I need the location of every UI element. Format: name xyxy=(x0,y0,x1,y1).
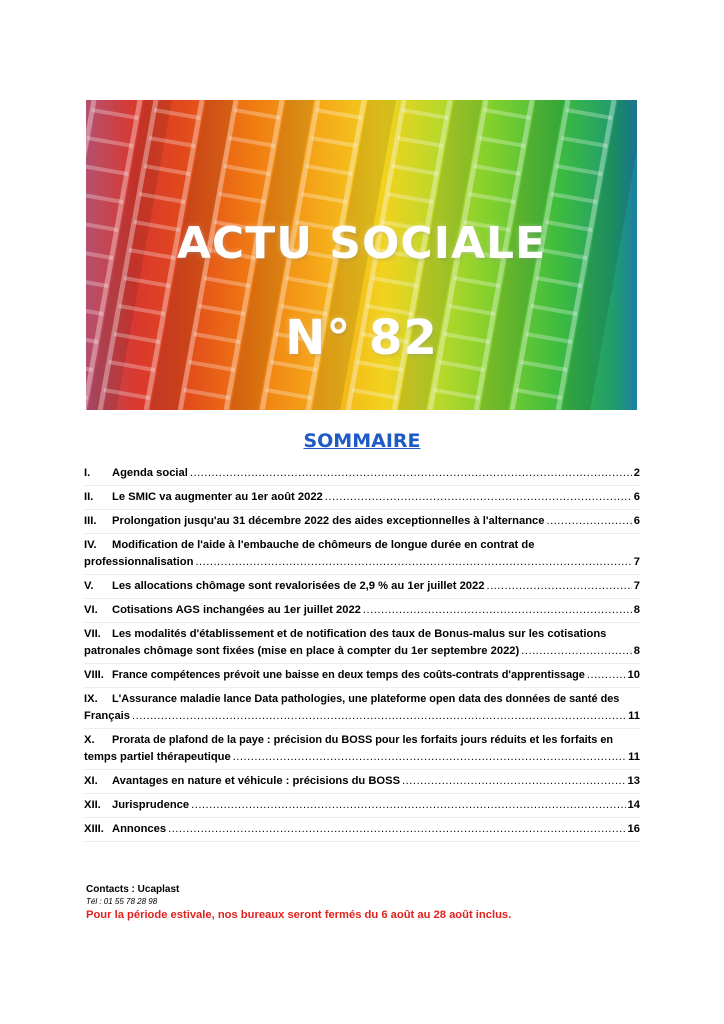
stripe-rung xyxy=(184,390,230,398)
toc-page-number: 14 xyxy=(627,799,640,811)
stripe-rung xyxy=(86,194,123,202)
toc-leader-dots xyxy=(521,643,632,660)
toc-title: Jurisprudence xyxy=(112,799,190,811)
cover-title: ACTU SOCIALE xyxy=(176,218,547,269)
cover-issue-number: N° 82 xyxy=(285,310,438,366)
toc-leader-dots xyxy=(168,821,625,838)
toc-title-continued: professionnalisation xyxy=(84,556,194,568)
toc-entry[interactable] xyxy=(84,688,640,729)
stripe-rung xyxy=(86,166,128,174)
toc-page-number: 7 xyxy=(633,580,640,592)
toc-title: Agenda social xyxy=(112,467,188,479)
stripe-rung xyxy=(86,278,108,286)
stripe-rung xyxy=(474,166,520,174)
summer-closure-notice: Pour la période estivale, nos bureaux seront fermés du 6 août au 28 août inclus. xyxy=(86,909,512,921)
toc-number: XI. xyxy=(84,775,98,787)
toc-entry[interactable] xyxy=(84,534,640,575)
toc-number: III. xyxy=(84,515,97,527)
stripe-rung xyxy=(87,138,133,146)
toc-leader-dots xyxy=(587,667,626,684)
stripe-rung xyxy=(479,138,525,146)
toc-leader-dots xyxy=(546,513,631,530)
stripe-rung xyxy=(402,110,448,118)
toc-page-number: 10 xyxy=(627,669,640,681)
toc-entry[interactable] xyxy=(84,818,640,842)
toc-page-number: 6 xyxy=(633,515,640,527)
toc-title: Le SMIC va augmenter au 1er août 2022 xyxy=(112,491,323,503)
contacts-block xyxy=(86,884,646,921)
toc-leader-dots xyxy=(132,708,626,725)
toc-page-number: 11 xyxy=(628,751,640,763)
toc-title-continued: temps partiel thérapeutique xyxy=(84,751,231,763)
stripe-rung xyxy=(561,138,607,146)
sommaire-heading: SOMMAIRE xyxy=(303,430,421,452)
stripe-rung xyxy=(301,194,347,202)
toc-number: XII. xyxy=(84,799,101,811)
toc-leader-dots xyxy=(190,465,632,482)
stripe-rung xyxy=(316,110,362,118)
toc-number: VII. xyxy=(84,628,101,640)
toc-number: VI. xyxy=(84,604,98,616)
contacts-name: Contacts : Ucaplast xyxy=(86,884,180,895)
toc-number: XIII. xyxy=(84,823,104,835)
stripe-rung xyxy=(434,390,480,398)
toc-title: Prolongation jusqu'au 31 décembre 2022 des aides exceptionnelles à l'alternance xyxy=(112,515,545,527)
toc-leader-dots xyxy=(191,797,625,814)
stripe-rung xyxy=(229,138,275,146)
stripe-rung xyxy=(266,390,312,398)
toc-title: France compétences prévoit une baisse en deux temps des coûts-contrats d'apprentissage xyxy=(112,669,585,681)
toc-entry[interactable] xyxy=(84,575,640,599)
stripe-rung xyxy=(224,166,270,174)
toc-entry[interactable] xyxy=(84,486,640,510)
stripe-rung xyxy=(566,110,612,118)
toc-number: V. xyxy=(84,580,94,592)
stripe-rung xyxy=(516,390,562,398)
toc-entry[interactable] xyxy=(84,599,640,623)
toc-number: II. xyxy=(84,491,94,503)
toc-entry[interactable] xyxy=(84,664,640,688)
cover-image xyxy=(86,100,637,410)
toc-title-continued: Français xyxy=(84,710,131,722)
stripe-rung xyxy=(372,278,418,286)
toc-leader-dots xyxy=(363,602,632,619)
stripe-rung xyxy=(484,110,530,118)
toc-leader-dots xyxy=(195,554,631,571)
stripe-rung xyxy=(352,390,398,398)
toc-entry[interactable] xyxy=(84,623,640,664)
toc-page-number: 6 xyxy=(633,491,640,503)
toc-page-number: 16 xyxy=(627,823,640,835)
toc-title: Avantages en nature et véhicule : précisions du BOSS xyxy=(112,775,401,787)
stripe-rung xyxy=(397,138,443,146)
toc-number: IX. xyxy=(84,693,98,705)
stripe-rung xyxy=(286,278,332,286)
toc-page-number: 2 xyxy=(633,467,640,479)
stripe-rung xyxy=(311,138,357,146)
toc-entry[interactable] xyxy=(84,794,640,818)
toc-page-number: 11 xyxy=(628,710,640,722)
stripe-rung xyxy=(536,278,582,286)
toc-page-number: 13 xyxy=(627,775,640,787)
table-of-contents xyxy=(84,462,640,842)
stripe-rung xyxy=(92,110,138,118)
toc-entry[interactable] xyxy=(84,770,640,794)
toc-entry[interactable] xyxy=(84,462,640,486)
toc-entry[interactable] xyxy=(84,729,640,770)
stripe-rung xyxy=(454,278,500,286)
stripe-rung xyxy=(551,194,597,202)
stripe-rung xyxy=(219,194,265,202)
stripe-rung xyxy=(556,166,602,174)
toc-title-continued: patronales chômage sont fixées (mise en place à compter du 1er septembre 2022) xyxy=(84,645,520,657)
stripe-rung xyxy=(234,110,280,118)
toc-number: VIII. xyxy=(84,669,104,681)
toc-page-number: 7 xyxy=(633,556,640,568)
toc-leader-dots xyxy=(402,773,625,790)
toc-number: IV. xyxy=(84,539,97,551)
toc-leader-dots xyxy=(233,749,626,766)
toc-title: L'Assurance maladie lance Data pathologies, une plateforme open data des données de santé des xyxy=(112,693,620,705)
toc-title: Les allocations chômage sont revalorisées de 2,9 % au 1er juillet 2022 xyxy=(112,580,485,592)
toc-title: Annonces xyxy=(112,823,167,835)
toc-title: Cotisations AGS inchangées au 1er juillet 2022 xyxy=(112,604,361,616)
stripe-rung xyxy=(204,278,250,286)
toc-title: Les modalités d'établissement et de notification des taux de Bonus-malus sur les cotisations xyxy=(112,628,607,640)
stripe-rung xyxy=(469,194,515,202)
stripe-rung xyxy=(387,194,433,202)
toc-number: X. xyxy=(84,734,95,746)
toc-title: Prorata de plafond de la paye : précision du BOSS pour les forfaits jours réduits et les forfaits en xyxy=(112,734,614,746)
toc-number: I. xyxy=(84,467,91,479)
toc-entry[interactable] xyxy=(84,510,640,534)
stripe-rung xyxy=(392,166,438,174)
contacts-phone: Tél : 01 55 78 28 98 xyxy=(86,897,158,906)
stripe-rung xyxy=(306,166,352,174)
toc-title: Modification de l'aide à l'embauche de chômeurs de longue durée en contrat de xyxy=(112,539,535,551)
toc-leader-dots xyxy=(325,489,632,506)
toc-leader-dots xyxy=(486,578,631,595)
toc-page-number: 8 xyxy=(633,604,640,616)
toc-page-number: 8 xyxy=(633,645,640,657)
